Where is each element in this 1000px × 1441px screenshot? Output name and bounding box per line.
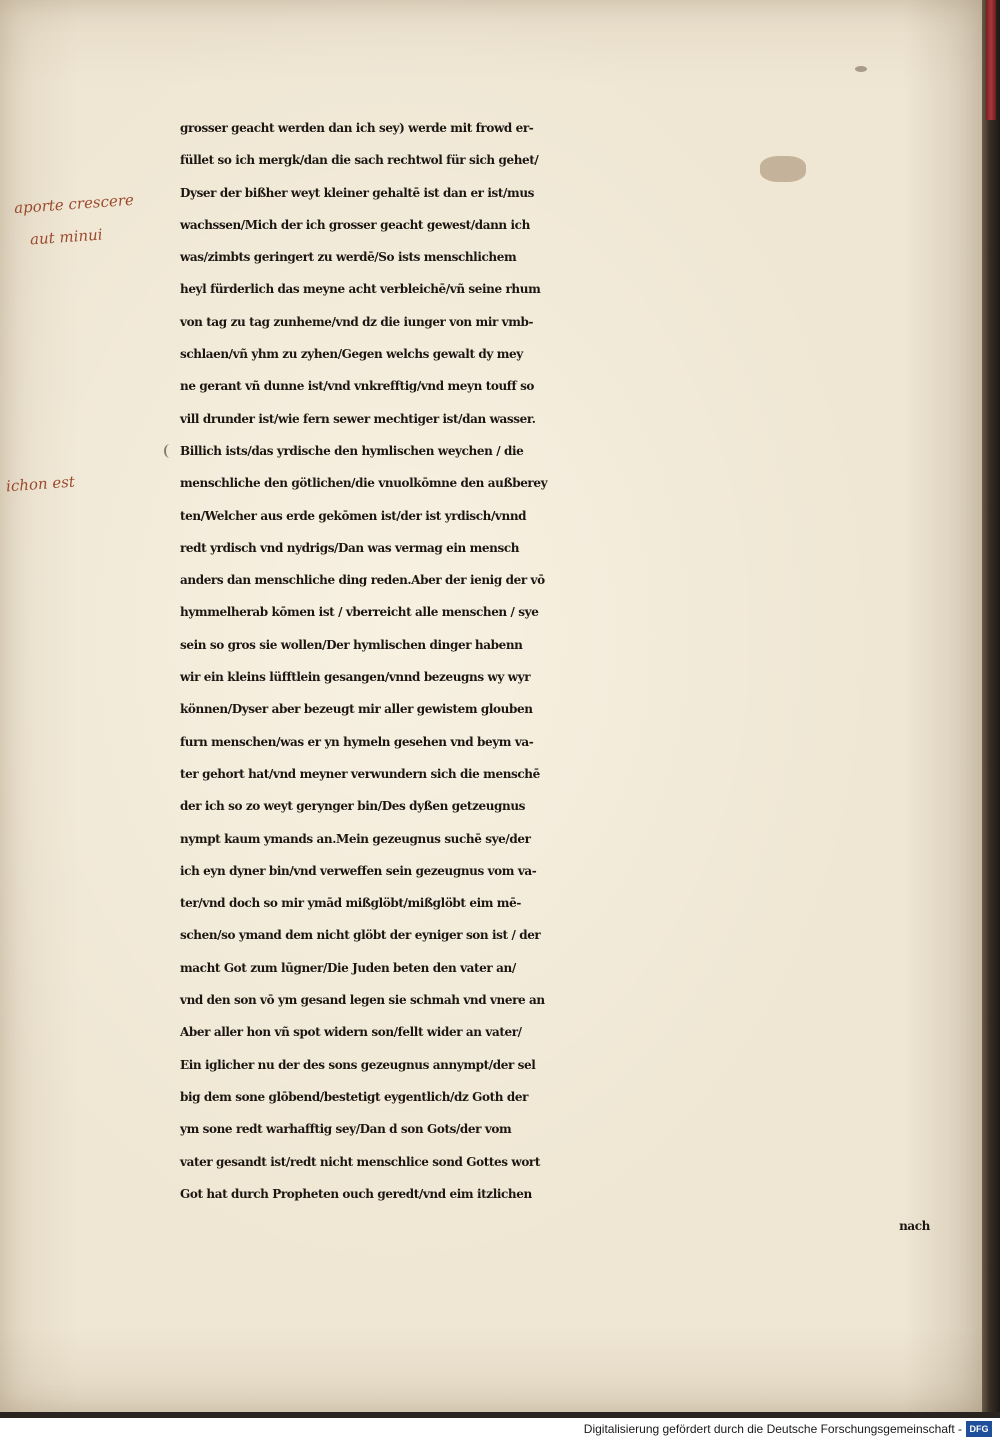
funding-credit: Digitalisierung gefördert durch die Deutsche Forschungsgemeinschaft - <box>583 1422 962 1436</box>
text-line: furn menschen/was er yn hymeln gesehen vnd beym va- <box>180 734 534 749</box>
text-line: ter gehort hat/vnd meyner verwundern sich die menschē <box>180 766 540 781</box>
ink-smudge <box>855 66 867 72</box>
text-line: heyl fürderlich das meyne acht verbleichē/vñ seine rhum <box>180 282 541 297</box>
text-line: schen/so ymand dem nicht glöbt der eyniger son ist / der <box>180 928 541 943</box>
text-line: der ich so zo weyt gerynger bin/Des dyßen getzeugnus <box>180 799 526 814</box>
text-line: big dem sone glōbend/bestetigt eygentlich/dz Goth der <box>180 1089 529 1104</box>
margin-note-3: ichon est <box>5 472 76 496</box>
text-line: menschliche den götlichen/die vnuolkōmne den außberey <box>180 476 548 491</box>
text-line: Aber aller hon vñ spot widern son/fellt wider an vater/ <box>180 1025 522 1040</box>
text-line: grosser geacht werden dan ich sey) werde mit frowd er- <box>180 121 534 135</box>
text-line: nympt kaum ymands an.Mein gezeugnus suchē sye/der <box>180 831 531 846</box>
dfg-logo: DFG <box>966 1421 992 1437</box>
text-line: anders dan menschliche ding reden.Aber der ienig der vō <box>180 573 545 588</box>
text-line: vill drunder ist/wie fern sewer mechtiger ist/dan wasser. <box>180 411 536 426</box>
text-line: redt yrdisch vnd nydrigs/Dan was vermag ein mensch <box>180 540 520 555</box>
text-line: Ein iglicher nu der des sons gezeugnus annympt/der sel <box>180 1057 536 1072</box>
text-line: ter/vnd doch so mir ymād mißglöbt/mißglöbt eim mē- <box>180 896 521 911</box>
text-line: wachssen/Mich der ich grosser geacht gewest/dann ich <box>180 217 530 232</box>
text-line: ten/Welcher aus erde gekōmen ist/der ist yrdisch/vnnd <box>180 508 527 523</box>
text-line: Dyser der bißher weyt kleiner gehaltē ist dan er ist/mus <box>180 185 535 200</box>
page-text-block <box>180 112 950 1242</box>
text-line: ym sone redt warhafftig sey/Dan d son Gots/der vom <box>180 1122 512 1137</box>
text-line: ich eyn dyner bin/vnd verweffen sein gezeugnus vom va- <box>180 863 537 878</box>
book-edge <box>982 0 1000 1412</box>
text-line: wir ein kleins lüfftlein gesangen/vnnd bezeugns wy wyr <box>180 670 531 685</box>
bookmark-ribbon <box>986 0 996 120</box>
text-line: macht Got zum lūgner/Die Juden beten den vater an/ <box>180 960 516 975</box>
text-line: schlaen/vñ yhm zu zyhen/Gegen welchs gewalt dy mey <box>180 347 523 362</box>
margin-bracket-mark <box>164 444 176 458</box>
margin-note-2: aut minui <box>29 225 104 249</box>
text-line: hymmelherab kōmen ist / vberreicht alle menschen / sye <box>180 605 539 620</box>
footer-bar <box>0 1418 1000 1441</box>
text-line: von tag zu tag zunheme/vnd dz die iunger von mir vmb- <box>180 314 534 329</box>
margin-note-1: aporte crescere <box>13 190 135 218</box>
text-line: füllet so ich mergk/dan die sach rechtwol für sich gehet/ <box>180 153 539 168</box>
catchword: nach <box>899 1219 930 1234</box>
text-line: können/Dyser aber bezeugt mir aller gewistem glouben <box>180 702 533 717</box>
text-line: Got hat durch Propheten ouch geredt/vnd eim itzlichen <box>180 1186 532 1201</box>
text-line: vnd den son vō ym gesand legen sie schmah vnd vnere an <box>180 993 545 1008</box>
text-line: vater gesandt ist/redt nicht menschlice sond Gottes wort <box>180 1154 541 1169</box>
text-line: was/zimbts geringert zu werdē/So ists menschlichem <box>180 250 517 265</box>
text-line: sein so gros sie wollen/Der hymlischen dinger habenn <box>180 637 523 652</box>
text-line: ne gerant vñ dunne ist/vnd vnkrefftig/vnd meyn touff so <box>180 379 535 394</box>
text-line: Billich ists/das yrdische den hymlischen weychen / die <box>180 443 524 458</box>
